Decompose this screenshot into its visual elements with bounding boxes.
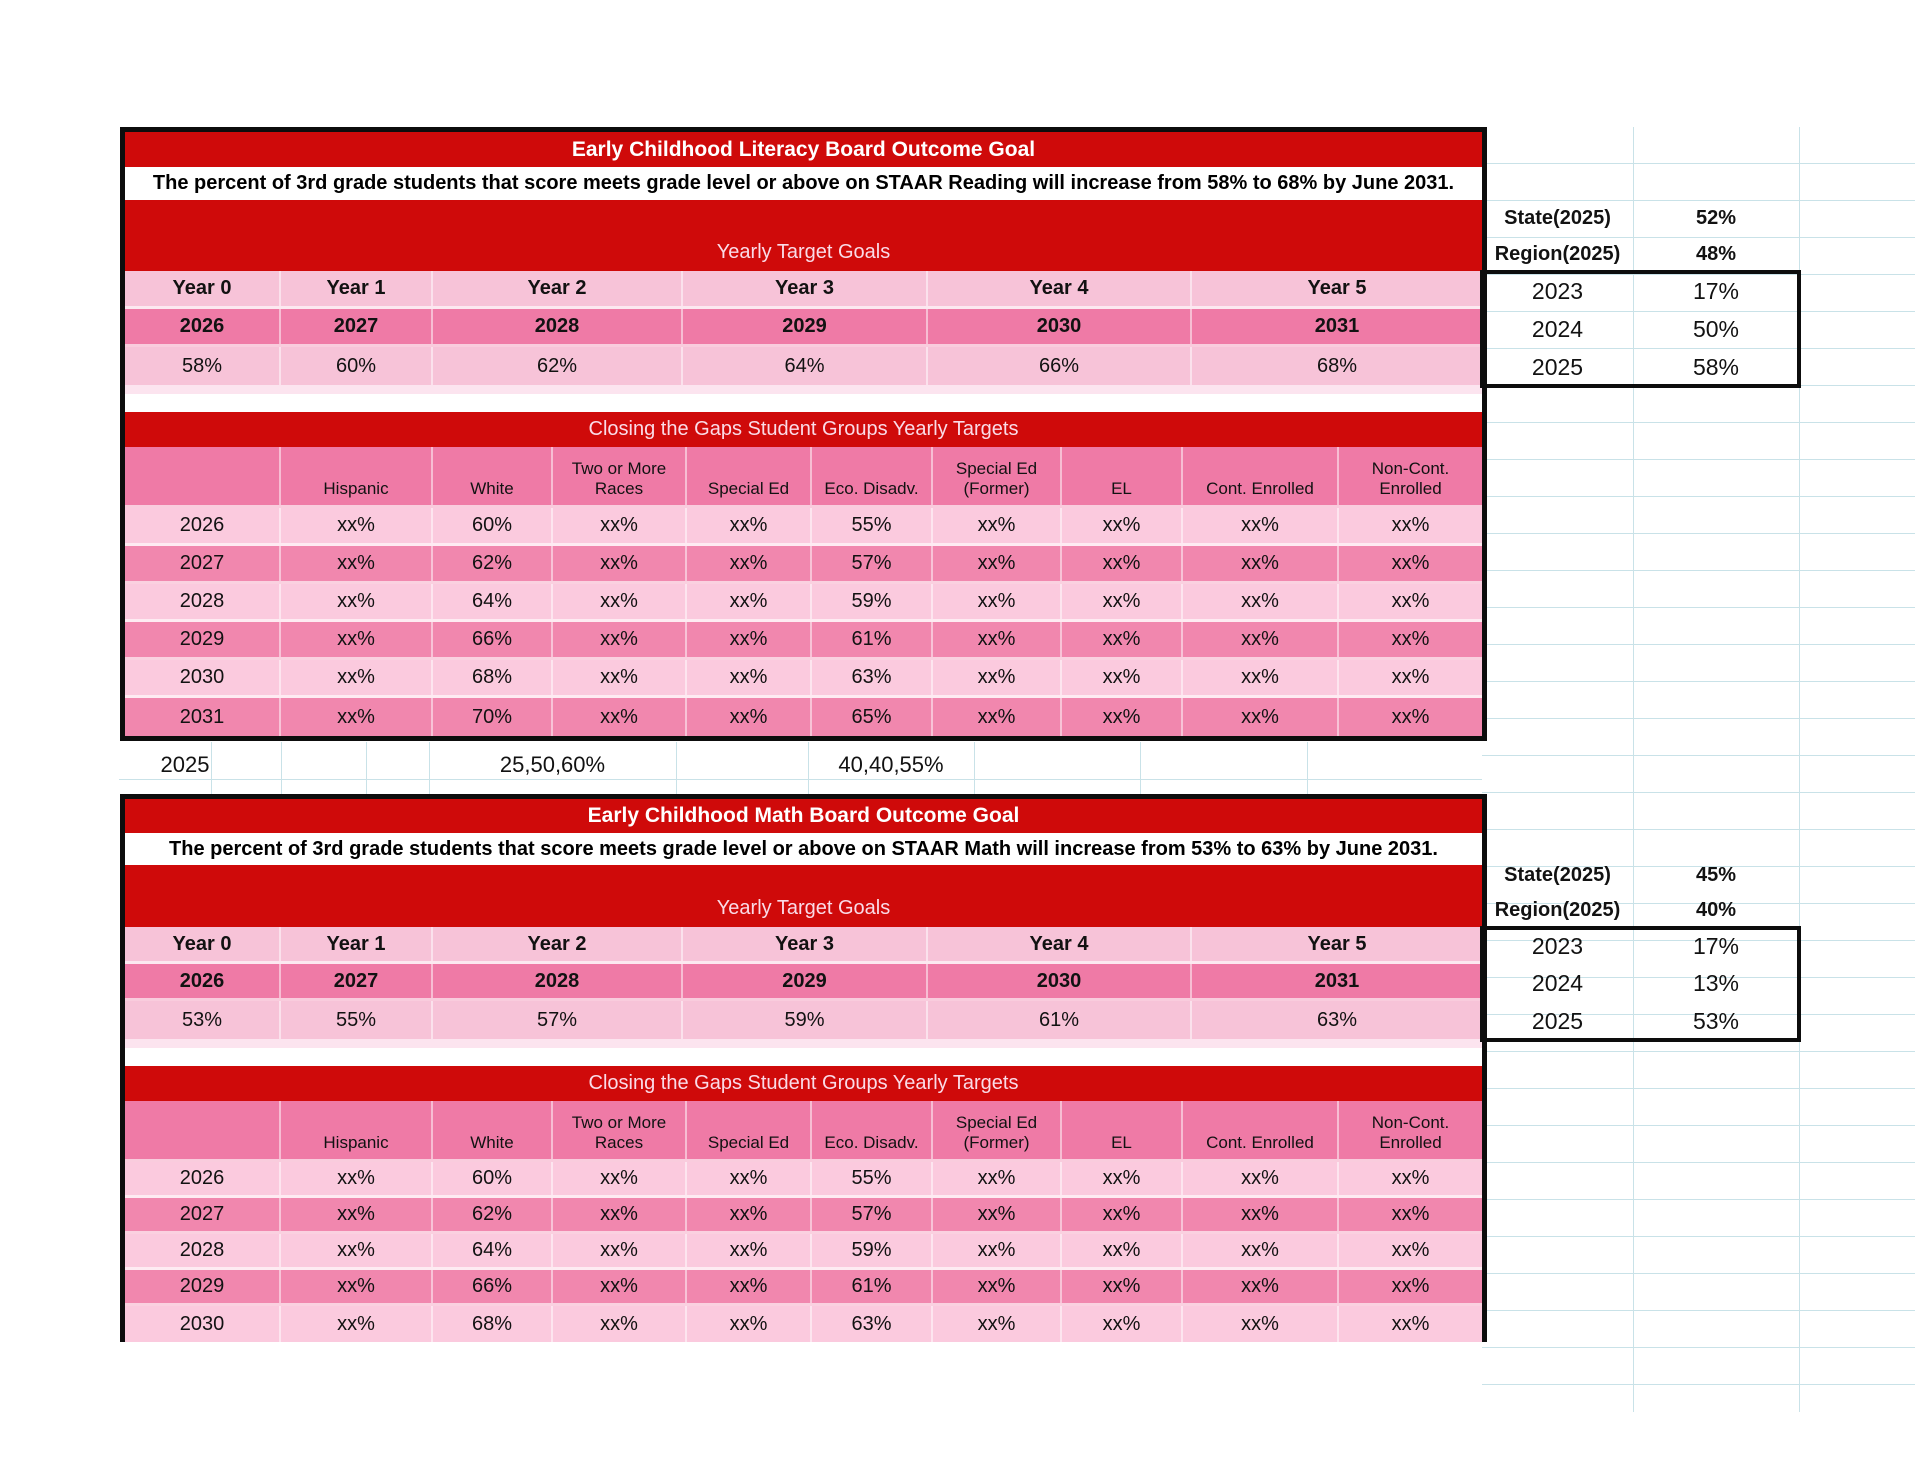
group-header: Two or More Races xyxy=(553,1101,687,1159)
table-cell: 64% xyxy=(433,1234,553,1267)
table-cell: xx% xyxy=(1183,1162,1339,1195)
state-value: 45% xyxy=(1695,864,1737,886)
table-cell: xx% xyxy=(1391,1203,1430,1225)
state-label: State(2025) xyxy=(1504,864,1611,886)
table-cell: xx% xyxy=(687,1270,812,1303)
table-cell: xx% xyxy=(553,622,687,657)
table-cell: xx% xyxy=(281,1162,433,1195)
table-cell: xx% xyxy=(1391,1167,1430,1189)
target-cell: 58% xyxy=(125,347,281,385)
literacy-history-box xyxy=(1480,270,1801,388)
table-cell: 55% xyxy=(812,1162,933,1195)
table-row xyxy=(125,1270,1482,1306)
group-header: Special Ed (Former) xyxy=(933,1101,1062,1159)
table-cell: xx% xyxy=(553,660,687,695)
table-cell: xx% xyxy=(281,660,433,695)
target-cell: 61% xyxy=(928,1001,1192,1039)
table-cell: xx% xyxy=(933,1198,1062,1231)
history-value: 53% xyxy=(1692,1007,1740,1034)
table-cell: 61% xyxy=(812,1270,933,1303)
year-cell: 2030 xyxy=(928,309,1192,344)
table-cell: 59% xyxy=(812,584,933,619)
table-cell: xx% xyxy=(1391,666,1430,688)
table-cell: xx% xyxy=(1391,1312,1430,1335)
year-cell: 2029 xyxy=(683,309,928,344)
math-years-row xyxy=(125,964,1482,1001)
table-cell: xx% xyxy=(933,1270,1062,1303)
table-cell: xx% xyxy=(281,1234,433,1267)
group-header: Special Ed (Former) xyxy=(933,447,1062,505)
table-cell: xx% xyxy=(553,1162,687,1195)
table-cell: 60% xyxy=(433,508,553,543)
table-cell: 57% xyxy=(812,546,933,581)
table-cell: 65% xyxy=(812,698,933,736)
column-header: Year 1 xyxy=(281,927,433,961)
group-header: White xyxy=(433,447,553,505)
math-yearly-band xyxy=(125,865,1482,927)
year-cell: 2028 xyxy=(433,309,683,344)
row-year: 2028 xyxy=(125,1234,281,1267)
table-cell: 57% xyxy=(812,1198,933,1231)
math-subtitle: The percent of 3rd grade students that score meets grade level or above on STAAR Math will increase from 53% to 63% by June 2031. xyxy=(125,833,1482,865)
row-year: 2030 xyxy=(125,1306,281,1342)
row-year: 2027 xyxy=(125,1198,281,1231)
target-cell: 64% xyxy=(683,347,928,385)
table-cell: xx% xyxy=(933,546,1062,581)
table-cell: xx% xyxy=(933,508,1062,543)
table-row xyxy=(125,622,1482,660)
table-cell: xx% xyxy=(933,1306,1062,1342)
table-cell: xx% xyxy=(1183,1198,1339,1231)
table-cell: xx% xyxy=(1183,584,1339,619)
table-cell: xx% xyxy=(1062,622,1183,657)
table-cell: xx% xyxy=(1183,1270,1339,1303)
math-targets-row xyxy=(125,1001,1482,1039)
literacy-subtitle: The percent of 3rd grade students that score meets grade level or above on STAAR Reading will increase from 58% to 68% by June 2031. xyxy=(125,167,1482,200)
table-cell: 63% xyxy=(812,1306,933,1342)
target-cell: 63% xyxy=(1316,1008,1358,1031)
table-cell: xx% xyxy=(1062,1234,1183,1267)
group-header: EL xyxy=(1062,1101,1183,1159)
table-cell: xx% xyxy=(1391,628,1430,650)
table-cell: xx% xyxy=(1391,1275,1430,1297)
table-row xyxy=(125,1306,1482,1342)
column-header: Year 1 xyxy=(281,271,433,306)
table-cell: xx% xyxy=(1391,590,1430,612)
table-cell: xx% xyxy=(1183,698,1339,736)
table-cell: 68% xyxy=(433,1306,553,1342)
yearly-target-goals-label: Yearly Target Goals xyxy=(716,241,891,263)
table-cell: xx% xyxy=(281,546,433,581)
history-year: 2024 xyxy=(1531,315,1584,342)
table-cell: xx% xyxy=(1062,546,1183,581)
literacy-year-header-row xyxy=(125,271,1482,309)
table-cell: xx% xyxy=(281,1270,433,1303)
target-cell: 62% xyxy=(433,347,683,385)
year-cell: 2030 xyxy=(928,964,1192,998)
year-cell: 2027 xyxy=(281,964,433,998)
table-cell: xx% xyxy=(1391,1239,1430,1261)
row-year: 2031 xyxy=(125,698,281,736)
table-cell: xx% xyxy=(687,698,812,736)
state-value: 52% xyxy=(1695,207,1737,229)
year-cell: 2026 xyxy=(125,964,281,998)
year-cell: 2031 xyxy=(1314,969,1360,992)
fade-strip xyxy=(125,385,1482,394)
group-header: Special Ed xyxy=(687,447,812,505)
year-cell: 2026 xyxy=(125,309,281,344)
table-cell: xx% xyxy=(553,1234,687,1267)
row-year: 2029 xyxy=(125,1270,281,1303)
table-cell: xx% xyxy=(1062,1162,1183,1195)
table-cell: xx% xyxy=(687,1198,812,1231)
year-cell: 2027 xyxy=(281,309,433,344)
math-closing-band: Closing the Gaps Student Groups Yearly Targets xyxy=(125,1066,1482,1101)
table-cell: 66% xyxy=(433,622,553,657)
table-cell: xx% xyxy=(553,698,687,736)
table-row xyxy=(125,1234,1482,1270)
table-cell: xx% xyxy=(281,698,433,736)
table-cell: xx% xyxy=(553,1306,687,1342)
table-cell: xx% xyxy=(1183,1234,1339,1267)
table-cell: xx% xyxy=(687,546,812,581)
math-state-row xyxy=(1482,858,1799,893)
math-year-header-row xyxy=(125,927,1482,964)
group-header: Non-Cont. Enrolled xyxy=(1371,1113,1450,1152)
literacy-region-row xyxy=(1482,236,1799,272)
table-row xyxy=(125,660,1482,698)
between-tables-gridlines xyxy=(119,742,1482,797)
table-cell: xx% xyxy=(1183,1306,1339,1342)
literacy-closing-band: Closing the Gaps Student Groups Yearly Targets xyxy=(125,412,1482,447)
group-header: Cont. Enrolled xyxy=(1183,1101,1339,1159)
group-header: Special Ed xyxy=(687,1101,812,1159)
column-header: Year 4 xyxy=(928,927,1192,961)
region-label: Region(2025) xyxy=(1494,242,1621,265)
history-year: 2023 xyxy=(1531,277,1584,304)
table-cell: xx% xyxy=(1391,514,1430,536)
group-header: White xyxy=(433,1101,553,1159)
history-value: 17% xyxy=(1692,933,1740,959)
target-cell: 59% xyxy=(683,1001,928,1039)
table-cell: 61% xyxy=(812,622,933,657)
history-value: 58% xyxy=(1692,353,1740,380)
table-cell: xx% xyxy=(1183,622,1339,657)
table-cell: 60% xyxy=(433,1162,553,1195)
math-history-box xyxy=(1480,926,1801,1042)
table-cell: xx% xyxy=(553,546,687,581)
table-cell: xx% xyxy=(1062,508,1183,543)
math-region-row xyxy=(1482,893,1799,928)
table-cell: xx% xyxy=(1062,1306,1183,1342)
literacy-table xyxy=(120,127,1487,741)
column-header: Year 5 xyxy=(1307,277,1367,299)
history-value: 50% xyxy=(1692,315,1740,342)
column-header: Year 3 xyxy=(683,927,928,961)
table-cell: xx% xyxy=(1183,508,1339,543)
literacy-years-row xyxy=(125,309,1482,347)
table-cell: xx% xyxy=(933,622,1062,657)
history-year: 2023 xyxy=(1531,933,1584,959)
table-cell: xx% xyxy=(553,1198,687,1231)
column-header: Year 2 xyxy=(433,927,683,961)
table-cell: 62% xyxy=(433,1198,553,1231)
literacy-targets-row xyxy=(125,347,1482,385)
target-cell: 60% xyxy=(281,347,433,385)
region-value: 40% xyxy=(1695,899,1737,921)
target-cell: 68% xyxy=(1316,354,1358,377)
table-cell: xx% xyxy=(281,1198,433,1231)
table-cell: xx% xyxy=(1062,1198,1183,1231)
column-header: Year 2 xyxy=(433,271,683,306)
table-cell: 55% xyxy=(812,508,933,543)
math-title: Early Childhood Math Board Outcome Goal xyxy=(125,799,1482,833)
corner-cell xyxy=(125,1101,281,1159)
row-year: 2030 xyxy=(125,660,281,695)
column-header: Year 0 xyxy=(125,927,281,961)
history-value: 17% xyxy=(1692,277,1740,304)
strip-white-note: 25,50,60% xyxy=(499,752,606,777)
row-year: 2027 xyxy=(125,546,281,581)
table-cell: xx% xyxy=(553,508,687,543)
strip-eco-note: 40,40,55% xyxy=(838,752,944,777)
table-cell: xx% xyxy=(281,584,433,619)
year-cell: 2031 xyxy=(1314,315,1360,337)
strip-year: 2025 xyxy=(160,752,210,777)
literacy-group-header-row xyxy=(125,447,1482,508)
column-header: Year 5 xyxy=(1307,932,1367,955)
math-table xyxy=(120,794,1487,1342)
literacy-title: Early Childhood Literacy Board Outcome Goal xyxy=(125,132,1482,167)
table-cell: xx% xyxy=(933,1234,1062,1267)
history-year: 2024 xyxy=(1531,970,1584,996)
table-cell: 63% xyxy=(812,660,933,695)
group-header: Two or More Races xyxy=(553,447,687,505)
table-cell: 64% xyxy=(433,584,553,619)
history-year: 2025 xyxy=(1531,353,1584,380)
group-header: Hispanic xyxy=(281,1101,433,1159)
table-cell: xx% xyxy=(687,508,812,543)
table-cell: xx% xyxy=(1391,552,1430,574)
target-cell: 66% xyxy=(928,347,1192,385)
table-row xyxy=(125,546,1482,584)
table-cell: xx% xyxy=(1183,546,1339,581)
table-row xyxy=(125,698,1482,736)
table-cell: xx% xyxy=(281,508,433,543)
table-cell: xx% xyxy=(1062,660,1183,695)
group-header: Eco. Disadv. xyxy=(812,447,933,505)
year-cell: 2028 xyxy=(433,964,683,998)
table-cell: xx% xyxy=(687,1162,812,1195)
target-cell: 55% xyxy=(281,1001,433,1039)
row-year: 2026 xyxy=(125,508,281,543)
row-year: 2026 xyxy=(125,1162,281,1195)
table-row xyxy=(125,1198,1482,1234)
table-cell: 66% xyxy=(433,1270,553,1303)
group-header: Non-Cont. Enrolled xyxy=(1371,459,1450,498)
table-cell: xx% xyxy=(281,1306,433,1342)
table-cell: xx% xyxy=(933,698,1062,736)
target-cell: 57% xyxy=(433,1001,683,1039)
target-cell: 53% xyxy=(125,1001,281,1039)
table-cell: xx% xyxy=(553,584,687,619)
column-header: Year 0 xyxy=(125,271,281,306)
literacy-yearly-band xyxy=(125,200,1482,271)
table-cell: xx% xyxy=(281,622,433,657)
column-header: Year 4 xyxy=(928,271,1192,306)
group-header: EL xyxy=(1062,447,1183,505)
table-cell: xx% xyxy=(933,660,1062,695)
table-row xyxy=(125,1162,1482,1198)
corner-cell xyxy=(125,447,281,505)
white-gap xyxy=(125,1048,1482,1066)
table-cell: xx% xyxy=(1062,1270,1183,1303)
white-gap xyxy=(125,394,1482,412)
table-cell: xx% xyxy=(687,1234,812,1267)
table-cell: xx% xyxy=(687,622,812,657)
history-value: 13% xyxy=(1692,970,1740,996)
region-label: Region(2025) xyxy=(1494,899,1621,921)
table-cell: 62% xyxy=(433,546,553,581)
group-header: Hispanic xyxy=(281,447,433,505)
row-year: 2028 xyxy=(125,584,281,619)
table-cell: xx% xyxy=(1062,698,1183,736)
row-year: 2029 xyxy=(125,622,281,657)
table-cell: xx% xyxy=(933,1162,1062,1195)
column-header: Year 3 xyxy=(683,271,928,306)
table-cell: xx% xyxy=(687,1306,812,1342)
table-cell: 70% xyxy=(433,698,553,736)
literacy-state-row xyxy=(1482,201,1799,236)
table-row xyxy=(125,508,1482,546)
fade-strip xyxy=(125,1039,1482,1048)
table-cell: xx% xyxy=(1062,584,1183,619)
table-cell: 59% xyxy=(812,1234,933,1267)
table-cell: xx% xyxy=(553,1270,687,1303)
state-label: State(2025) xyxy=(1504,207,1611,229)
yearly-target-goals-label: Yearly Target Goals xyxy=(716,897,891,919)
history-year: 2025 xyxy=(1531,1007,1584,1034)
table-row xyxy=(125,584,1482,622)
table-cell: xx% xyxy=(687,584,812,619)
table-cell: xx% xyxy=(933,584,1062,619)
year-cell: 2029 xyxy=(683,964,928,998)
region-value: 48% xyxy=(1695,242,1737,265)
group-header: Cont. Enrolled xyxy=(1183,447,1339,505)
table-cell: 68% xyxy=(433,660,553,695)
table-cell: xx% xyxy=(1183,660,1339,695)
table-cell: xx% xyxy=(1391,705,1430,728)
group-header: Eco. Disadv. xyxy=(812,1101,933,1159)
table-cell: xx% xyxy=(687,660,812,695)
math-group-header-row xyxy=(125,1101,1482,1162)
